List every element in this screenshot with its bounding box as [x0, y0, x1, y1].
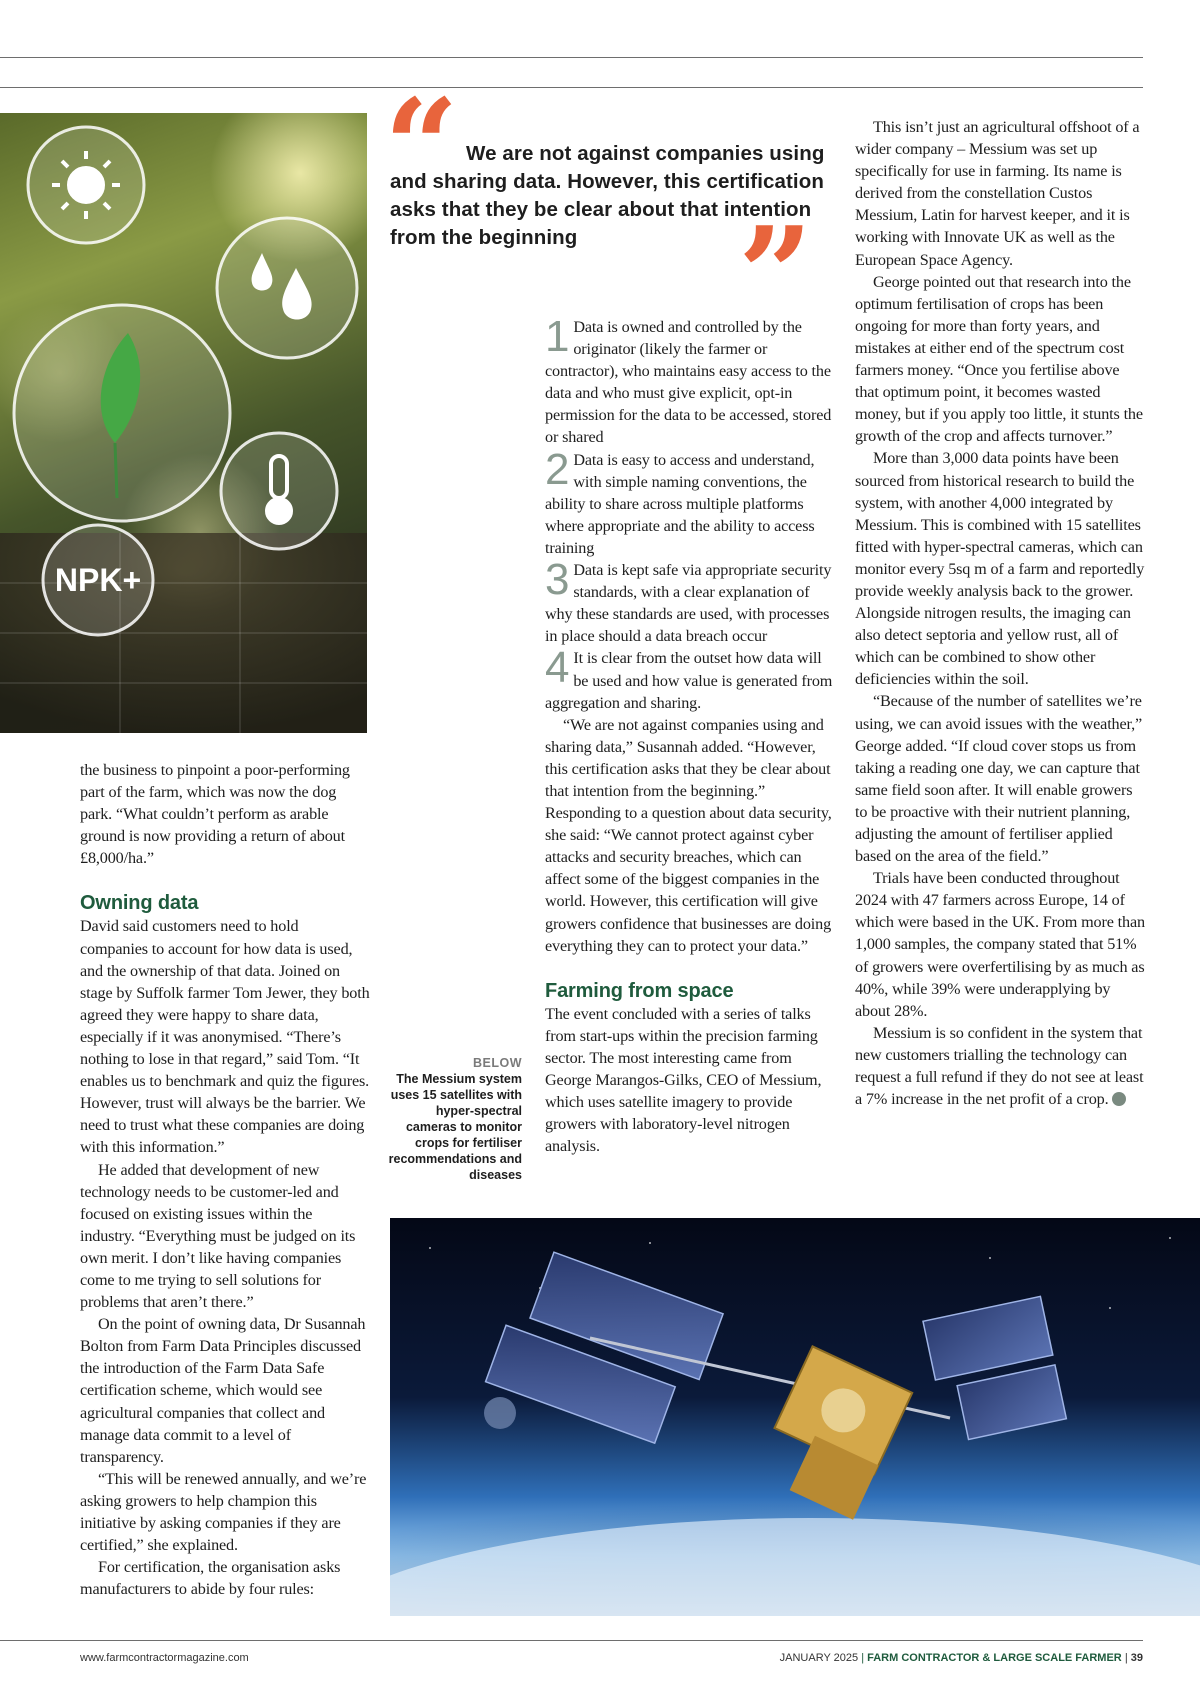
footer-separator: | — [1124, 1652, 1128, 1664]
top-rule — [0, 57, 1143, 58]
rule-number: 4 — [545, 643, 570, 693]
right-paragraph-4: “Because of the number of satellites we’re using, we can avoid issues with the weather,” George added. “If cloud cover stops us from taking a reading one day, we can capture that same field soon after. It will enable growers to be proactive with their nutrient planning, adjusting the amount of fertiliser applied based on the area of the field.” — [855, 692, 1143, 866]
footer-rule — [0, 1640, 1143, 1641]
right-paragraph-3: More than 3,000 data points have been sourced from historical research to build the system, with another 4,000 integrated by Messium. This is combined with 15 satellites fitted with hyper-spectral cameras, which can monitor every 5sq m of a farm and reportedly provide weekly analysis back to the grower. Alongside nitrogen results, the imaging can also detect septoria and yellow rust, all of which can be combined to show other deficiencies within the soil. — [855, 449, 1145, 689]
middle-paragraph-1: “We are not against companies using and sharing data,” Susannah added. “However, this certification asks that they be clear about that intention from the beginning.” Responding to a question about data security, she said: “We cannot protect against cyber attacks and security breaches, which can affect some of the biggest companies in the world. However, this certification will give growers confidence that businesses are doing everything they can to protect your data.” — [545, 715, 832, 955]
footer-issue: JANUARY 2025 — [779, 1652, 859, 1664]
rule-3 — [545, 555, 835, 647]
footer-url[interactable]: www.farmcontractormagazine.com — [80, 1652, 249, 1664]
middle-column — [545, 312, 835, 1157]
caption-text: The Messium system uses 15 satellites with hyper-spectral cameras to monitor crops for fertiliser recommendations and diseases — [388, 1072, 522, 1182]
caption-label: BELOW — [472, 1056, 522, 1070]
left-paragraph-3: He added that development of new technology needs to be customer-led and focused on existing issues within the industry. “Everything must be judged on its own merit. I don’t like having companies come to me trying to sell solutions for problems that aren’t there.” — [80, 1160, 356, 1312]
right-paragraph-2: George pointed out that research into the optimum fertilisation of crops has been ongoing for more than forty years, and mistakes at either end of the spectrum cost farmers money. “Once you fertilise above that optimum point, it becomes wasted money, but if you apply too little, it stunts the growth of the crop and affects turnover.” — [855, 272, 1143, 446]
footer-issue-info — [780, 1652, 1143, 1664]
image-caption — [388, 1055, 522, 1183]
footer-publication: FARM CONTRACTOR & LARGE SCALE FARMER — [867, 1652, 1122, 1664]
rule-number: 1 — [545, 312, 570, 361]
left-column — [80, 759, 370, 1600]
left-paragraph-2: David said customers need to hold companies to account for how data is used, and the ownership of that data. Joined on stage by Suffolk farmer Tom Jewer, they both agreed they were happy to share data, especially if it was anonymised. “There’s nothing to lose in that regard,” said Tom. “It enables us to benchmark and quiz the figures. However, trust will always be the barrier. We need to trust what these companies are doing with this information.” — [80, 917, 370, 1157]
agri-tech-image — [0, 113, 367, 733]
open-quote-mark: “ — [384, 70, 459, 223]
rule-2 — [545, 444, 835, 559]
rule-text: Data is owned and controlled by the originator (likely the farmer or contractor), who maintains easy access to the data and who must give explicit, opt-in permission for the data to be accessed, stored or shared — [545, 318, 832, 447]
rule-1 — [545, 312, 835, 449]
npk-badge: NPK+ — [54, 562, 142, 598]
left-paragraph-6: For certification, the organisation asks manufacturers to abide by four rules: — [80, 1558, 341, 1599]
footer-page-number: 39 — [1130, 1652, 1143, 1664]
left-paragraph-1: the business to pinpoint a poor-performing part of the farm, which was now the dog park. “What couldn’t perform as arable ground is now providing a return of about £8,000/ha.” — [80, 761, 350, 868]
right-paragraph-5: Trials have been conducted throughout 2024 with 47 farmers across Europe, 14 of which were based in the UK. From more than 1,000 samples, the company stated that 51% of growers were overfertilising by as much as 40%, while 39% were underapplying by about 28%. — [855, 869, 1145, 1020]
thermometer-icon-bubble — [221, 433, 337, 549]
right-column — [855, 116, 1145, 1110]
rule-text: It is clear from the outset how data will be used and how value is generated from aggregation and sharing. — [545, 649, 833, 712]
satellite-image — [390, 1218, 1200, 1616]
rule-number: 3 — [545, 555, 570, 605]
moon-icon — [484, 1397, 516, 1429]
right-paragraph-6 — [855, 1022, 1145, 1110]
right-paragraph-6-text: Messium is so confident in the system that new customers trialling the technology can request a full refund if they do not see at least a 7% increase in the net profit of a crop. — [855, 1023, 1144, 1109]
rule-number: 2 — [545, 444, 570, 494]
middle-paragraph-2: The event concluded with a series of talks from start-ups within the precision farming sector. The most interesting came from George Marangos-Gilks, CEO of Messium, which uses satellite imagery to provide growers with laboratory-level nitrogen analysis. — [545, 1004, 822, 1156]
close-quote-mark: ” — [738, 198, 813, 351]
second-rule — [0, 87, 1143, 88]
rule-4 — [545, 643, 835, 713]
footer-separator: | — [861, 1652, 865, 1664]
owning-data-heading: Owning data — [80, 892, 199, 915]
farming-from-space-heading: Farming from space — [545, 979, 734, 1002]
satellite-illustration — [390, 1218, 1200, 1616]
agri-tech-illustration — [0, 113, 367, 733]
rule-text: Data is easy to access and understand, with simple naming conventions, the ability to share across multiple platforms where appropriate and the ability to access training — [545, 450, 815, 557]
left-paragraph-5: “This will be renewed annually, and we’re asking growers to help champion this initiative by asking companies if they are certified,” she explained. — [80, 1469, 367, 1555]
pull-quote-text: We are not against companies using and sharing data. However, this certification asks that they be clear about that intention from the beginning — [390, 142, 825, 249]
right-paragraph-1: This isn’t just an agricultural offshoot of a wider company – Messium was set up specifically for use in farming. Its name is derived from the constellation Custos Messium, Latin for harvest keeper, and it is working with Innovate UK as well as the European Space Agency. — [855, 118, 1140, 269]
rule-text: Data is kept safe via appropriate security standards, with a clear explanation of why these standards are used, with processes in place should a data breach occur — [545, 561, 832, 646]
end-mark-icon — [1112, 1092, 1126, 1106]
left-paragraph-4: On the point of owning data, Dr Susannah Bolton from Farm Data Principles discussed the introduction of the Farm Data Safe certification scheme, which would see agricultural companies that collect and manage data commit to a level of transparency. — [80, 1315, 366, 1466]
